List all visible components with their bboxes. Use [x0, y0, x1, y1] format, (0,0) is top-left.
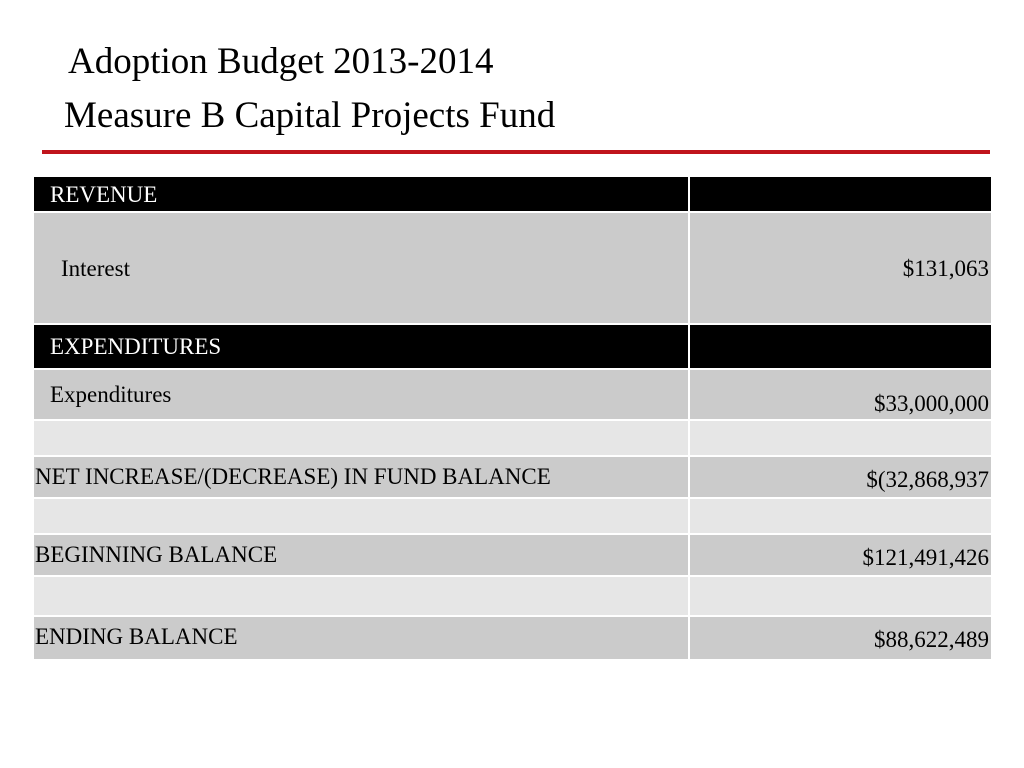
table-row-expenditures [34, 370, 991, 421]
revenue-header-value-cell [690, 177, 991, 211]
table-row-spacer [34, 499, 991, 535]
title-divider [42, 150, 990, 154]
ending-balance-label: ENDING BALANCE [35, 624, 238, 649]
table-row-expenditures-header [34, 325, 991, 370]
table-row-spacer [34, 421, 991, 457]
interest-label: Interest [61, 256, 130, 281]
expenditures-header-label: EXPENDITURES [50, 334, 222, 359]
table-row-spacer [34, 577, 991, 617]
revenue-header-label: REVENUE [50, 182, 158, 207]
slide-title: Adoption Budget 2013-2014 [68, 41, 494, 82]
table-row-interest [34, 213, 991, 325]
table-row-beginning-balance [34, 535, 991, 577]
expenditures-label: Expenditures [50, 382, 172, 407]
table-row-ending-balance [34, 617, 991, 659]
expenditures-value: $33,000,000 [874, 391, 989, 416]
interest-value: $131,063 [902, 256, 989, 281]
table-row-net-change [34, 457, 991, 499]
beginning-balance-value: $121,491,426 [862, 545, 989, 570]
expenditures-header-value-cell [690, 325, 991, 368]
beginning-balance-label: BEGINNING BALANCE [35, 542, 278, 567]
table-row-revenue-header [34, 177, 991, 213]
slide-subtitle: Measure B Capital Projects Fund [64, 95, 556, 136]
ending-balance-value: $88,622,489 [874, 627, 989, 652]
net-change-value: $(32,868,937 [866, 467, 989, 492]
net-change-label: NET INCREASE/(DECREASE) IN FUND BALANCE [35, 464, 551, 489]
budget-table [34, 177, 991, 659]
